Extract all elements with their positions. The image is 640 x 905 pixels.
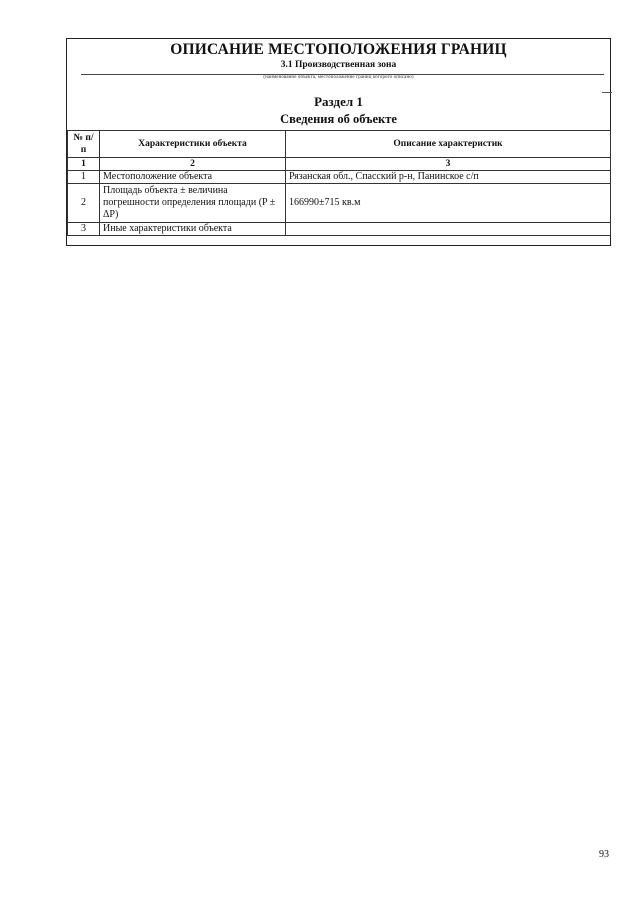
row-number: 3	[68, 223, 100, 236]
column-number: 3	[286, 158, 611, 171]
object-name-caption: (наименование объекта, местоположение границ которого описано)	[263, 75, 414, 80]
column-number: 1	[68, 158, 100, 171]
row-number: 1	[68, 171, 100, 184]
object-info-table	[67, 130, 611, 236]
row-characteristic: Местоположение объекта	[100, 171, 286, 184]
table-header-row	[68, 131, 611, 158]
document-title: ОПИСАНИЕ МЕСТОПОЛОЖЕНИЯ ГРАНИЦ	[170, 41, 507, 58]
row-characteristic: Площадь объекта ± величина погрешности определения площади (P ± ΔР)	[100, 184, 286, 223]
object-name: 3.1 Производственная зона	[280, 60, 397, 70]
table-row	[68, 223, 611, 236]
table-row	[68, 184, 611, 223]
column-numbers-row	[68, 158, 611, 171]
row-description: 166990±715 кв.м	[286, 184, 611, 223]
row-description	[286, 223, 611, 236]
section-title: Раздел 1	[314, 94, 363, 109]
column-header-characteristic: Характеристики объекта	[100, 131, 286, 158]
column-header-number: № п/п	[68, 131, 100, 158]
section-subtitle: Сведения об объекте	[280, 112, 397, 126]
document-frame	[66, 38, 611, 246]
column-number: 2	[100, 158, 286, 171]
row-number: 2	[68, 184, 100, 223]
table-row	[68, 171, 611, 184]
margin-mark	[602, 92, 612, 93]
row-characteristic: Иные характеристики объекта	[100, 223, 286, 236]
column-header-description: Описание характеристик	[286, 131, 611, 158]
page-number: 93	[599, 849, 609, 860]
row-description: Рязанская обл., Спасский р-н, Панинское с/п	[286, 171, 611, 184]
